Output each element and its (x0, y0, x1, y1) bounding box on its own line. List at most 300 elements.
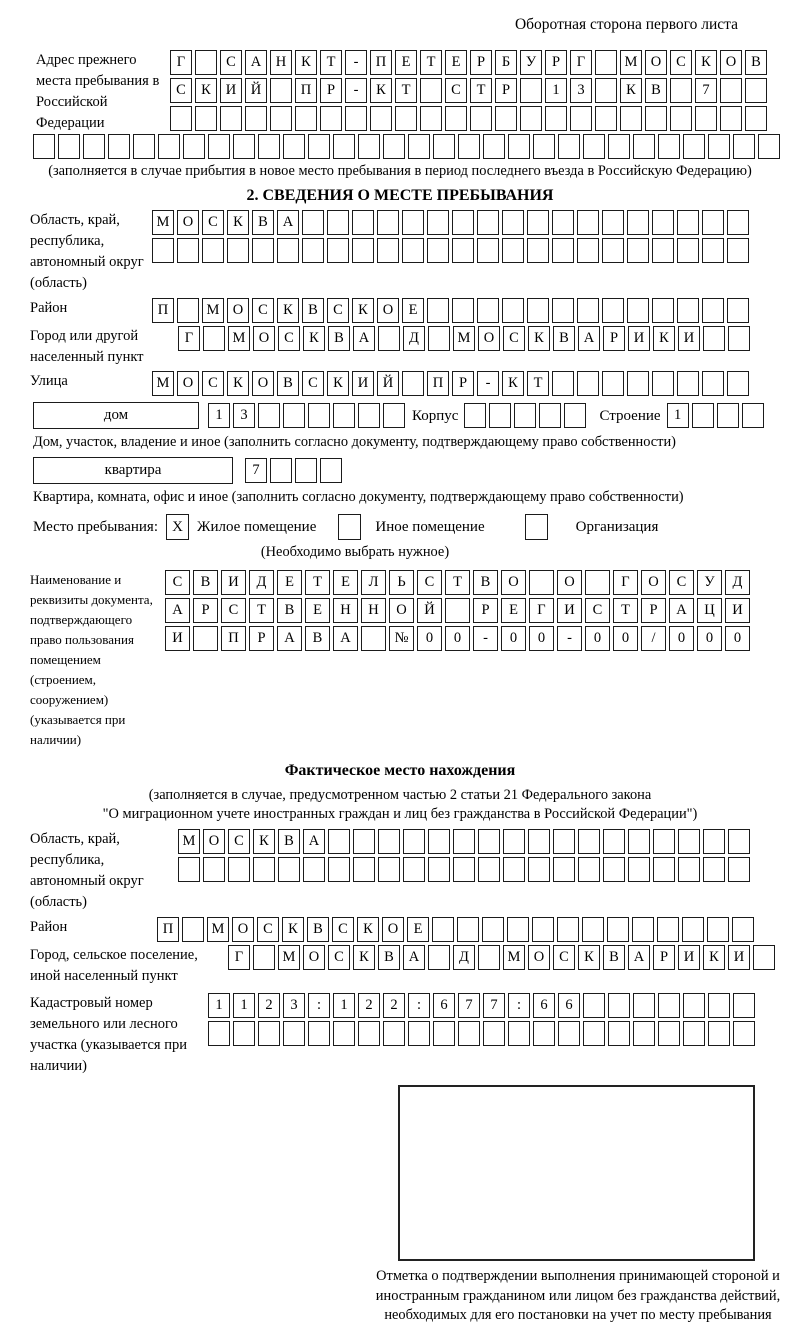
char-box[interactable]: Р (193, 598, 218, 623)
char-box[interactable]: С (202, 210, 224, 235)
char-box[interactable]: Т (527, 371, 549, 396)
char-box[interactable] (353, 857, 375, 882)
char-box[interactable]: К (253, 829, 275, 854)
char-box[interactable] (203, 326, 225, 351)
char-box[interactable] (152, 238, 174, 263)
char-box[interactable]: В (553, 326, 575, 351)
char-box[interactable]: 2 (358, 993, 380, 1018)
char-box[interactable] (508, 134, 530, 159)
char-box[interactable]: В (193, 570, 218, 595)
char-box[interactable]: С (257, 917, 279, 942)
char-box[interactable] (602, 210, 624, 235)
char-box[interactable]: В (277, 598, 302, 623)
char-box[interactable] (482, 917, 504, 942)
char-box[interactable] (633, 1021, 655, 1046)
char-box[interactable] (583, 993, 605, 1018)
char-box[interactable]: Г (613, 570, 638, 595)
char-box[interactable] (195, 50, 217, 75)
char-box[interactable] (577, 210, 599, 235)
char-box[interactable] (383, 134, 405, 159)
char-box[interactable]: Е (277, 570, 302, 595)
char-box[interactable] (678, 829, 700, 854)
char-box[interactable]: М (178, 829, 200, 854)
char-box[interactable] (628, 829, 650, 854)
char-box[interactable]: Е (395, 50, 417, 75)
char-box[interactable]: О (478, 326, 500, 351)
char-box[interactable]: К (357, 917, 379, 942)
char-box[interactable] (452, 238, 474, 263)
char-box[interactable] (270, 78, 292, 103)
char-box[interactable] (652, 371, 674, 396)
char-box[interactable] (433, 134, 455, 159)
char-box[interactable] (620, 106, 642, 131)
char-box[interactable] (233, 134, 255, 159)
char-box[interactable] (308, 403, 330, 428)
char-box[interactable] (608, 134, 630, 159)
char-box[interactable] (358, 134, 380, 159)
char-box[interactable]: Д (249, 570, 274, 595)
char-box[interactable] (683, 134, 705, 159)
char-box[interactable] (702, 238, 724, 263)
char-box[interactable] (603, 857, 625, 882)
char-box[interactable] (570, 106, 592, 131)
char-box[interactable] (585, 570, 610, 595)
char-box[interactable]: 0 (669, 626, 694, 651)
char-box[interactable] (353, 829, 375, 854)
char-box[interactable] (402, 210, 424, 235)
char-box[interactable] (583, 134, 605, 159)
char-box[interactable]: Т (470, 78, 492, 103)
char-box[interactable]: П (295, 78, 317, 103)
char-box[interactable] (707, 917, 729, 942)
char-box[interactable]: Н (333, 598, 358, 623)
char-box[interactable]: И (728, 945, 750, 970)
char-box[interactable] (657, 917, 679, 942)
char-box[interactable] (133, 134, 155, 159)
char-box[interactable]: К (353, 945, 375, 970)
char-box[interactable] (358, 403, 380, 428)
char-box[interactable] (677, 371, 699, 396)
char-box[interactable] (627, 210, 649, 235)
char-box[interactable] (670, 78, 692, 103)
char-box[interactable] (603, 829, 625, 854)
char-box[interactable] (458, 1021, 480, 1046)
char-box[interactable]: В (473, 570, 498, 595)
char-box[interactable]: С (228, 829, 250, 854)
char-box[interactable]: 7 (695, 78, 717, 103)
char-box[interactable]: О (720, 50, 742, 75)
char-box[interactable]: В (328, 326, 350, 351)
char-box[interactable]: К (653, 326, 675, 351)
char-box[interactable]: О (203, 829, 225, 854)
char-box[interactable] (602, 371, 624, 396)
char-box[interactable]: К (277, 298, 299, 323)
char-box[interactable]: О (641, 570, 666, 595)
char-box[interactable]: И (221, 570, 246, 595)
char-box[interactable] (182, 917, 204, 942)
char-box[interactable] (428, 829, 450, 854)
char-box[interactable]: М (278, 945, 300, 970)
char-box[interactable] (33, 134, 55, 159)
char-box[interactable] (478, 829, 500, 854)
char-box[interactable]: : (508, 993, 530, 1018)
char-box[interactable]: Е (305, 598, 330, 623)
char-box[interactable]: С (670, 50, 692, 75)
char-box[interactable] (582, 917, 604, 942)
char-box[interactable]: С (585, 598, 610, 623)
char-box[interactable]: И (220, 78, 242, 103)
char-box[interactable]: К (703, 945, 725, 970)
char-box[interactable] (527, 298, 549, 323)
char-box[interactable] (653, 829, 675, 854)
char-box[interactable] (445, 598, 470, 623)
char-box[interactable] (270, 458, 292, 483)
char-box[interactable] (627, 298, 649, 323)
char-box[interactable] (652, 238, 674, 263)
char-box[interactable]: 0 (445, 626, 470, 651)
char-box[interactable] (452, 210, 474, 235)
char-box[interactable]: В (603, 945, 625, 970)
char-box[interactable] (602, 238, 624, 263)
char-box[interactable]: Н (270, 50, 292, 75)
char-box[interactable] (695, 106, 717, 131)
char-box[interactable] (158, 134, 180, 159)
char-box[interactable]: 7 (458, 993, 480, 1018)
char-box[interactable]: Д (403, 326, 425, 351)
char-box[interactable] (507, 917, 529, 942)
char-box[interactable] (527, 210, 549, 235)
char-box[interactable]: О (253, 326, 275, 351)
char-box[interactable] (358, 1021, 380, 1046)
char-box[interactable] (670, 106, 692, 131)
char-box[interactable] (283, 134, 305, 159)
char-box[interactable]: Й (417, 598, 442, 623)
char-box[interactable] (402, 371, 424, 396)
char-box[interactable] (378, 857, 400, 882)
char-box[interactable] (383, 403, 405, 428)
char-box[interactable]: В (302, 298, 324, 323)
char-box[interactable] (302, 238, 324, 263)
char-box[interactable]: 0 (613, 626, 638, 651)
char-box[interactable] (295, 458, 317, 483)
char-box[interactable]: И (628, 326, 650, 351)
char-box[interactable]: Р (452, 371, 474, 396)
char-box[interactable] (464, 403, 486, 428)
char-box[interactable] (552, 298, 574, 323)
char-box[interactable] (552, 371, 574, 396)
char-box[interactable]: С (302, 371, 324, 396)
char-box[interactable]: И (557, 598, 582, 623)
char-box[interactable]: В (305, 626, 330, 651)
organization-checkbox[interactable] (525, 514, 548, 540)
char-box[interactable] (403, 857, 425, 882)
char-box[interactable] (678, 857, 700, 882)
char-box[interactable] (178, 857, 200, 882)
char-box[interactable] (728, 829, 750, 854)
char-box[interactable]: В (277, 371, 299, 396)
char-box[interactable] (345, 106, 367, 131)
char-box[interactable] (252, 238, 274, 263)
char-box[interactable]: В (378, 945, 400, 970)
char-box[interactable] (477, 210, 499, 235)
char-box[interactable] (545, 106, 567, 131)
char-box[interactable] (727, 238, 749, 263)
char-box[interactable]: К (352, 298, 374, 323)
char-box[interactable]: К (502, 371, 524, 396)
char-box[interactable] (208, 1021, 230, 1046)
char-box[interactable]: К (195, 78, 217, 103)
char-box[interactable] (193, 626, 218, 651)
char-box[interactable] (378, 829, 400, 854)
char-box[interactable]: В (645, 78, 667, 103)
char-box[interactable] (628, 857, 650, 882)
char-box[interactable] (733, 993, 755, 1018)
char-box[interactable]: У (697, 570, 722, 595)
char-box[interactable] (458, 134, 480, 159)
char-box[interactable] (708, 134, 730, 159)
char-box[interactable] (483, 134, 505, 159)
char-box[interactable] (608, 993, 630, 1018)
char-box[interactable]: Р (653, 945, 675, 970)
char-box[interactable]: А (333, 626, 358, 651)
char-box[interactable] (578, 829, 600, 854)
char-box[interactable] (533, 134, 555, 159)
char-box[interactable]: Г (228, 945, 250, 970)
char-box[interactable] (233, 1021, 255, 1046)
char-box[interactable]: Е (501, 598, 526, 623)
char-box[interactable]: С (252, 298, 274, 323)
char-box[interactable] (195, 106, 217, 131)
char-box[interactable]: 7 (483, 993, 505, 1018)
char-box[interactable] (527, 238, 549, 263)
char-box[interactable] (370, 106, 392, 131)
char-box[interactable] (433, 1021, 455, 1046)
char-box[interactable]: Г (170, 50, 192, 75)
char-box[interactable] (528, 857, 550, 882)
char-box[interactable] (607, 917, 629, 942)
char-box[interactable] (408, 134, 430, 159)
char-box[interactable]: А (165, 598, 190, 623)
char-box[interactable]: М (202, 298, 224, 323)
char-box[interactable] (703, 326, 725, 351)
char-box[interactable]: А (303, 829, 325, 854)
char-box[interactable]: Т (420, 50, 442, 75)
char-box[interactable] (529, 570, 554, 595)
char-box[interactable]: И (678, 945, 700, 970)
char-box[interactable] (658, 134, 680, 159)
char-box[interactable]: 0 (697, 626, 722, 651)
char-box[interactable] (258, 403, 280, 428)
char-box[interactable] (564, 403, 586, 428)
char-box[interactable] (553, 829, 575, 854)
char-box[interactable] (552, 210, 574, 235)
char-box[interactable] (727, 210, 749, 235)
char-box[interactable]: А (628, 945, 650, 970)
char-box[interactable]: Р (495, 78, 517, 103)
char-box[interactable] (520, 78, 542, 103)
char-box[interactable] (733, 1021, 755, 1046)
char-box[interactable] (503, 829, 525, 854)
char-box[interactable]: Д (725, 570, 750, 595)
char-box[interactable]: Е (333, 570, 358, 595)
char-box[interactable] (253, 857, 275, 882)
char-box[interactable]: А (403, 945, 425, 970)
char-box[interactable] (708, 1021, 730, 1046)
char-box[interactable] (420, 78, 442, 103)
char-box[interactable]: 7 (245, 458, 267, 483)
char-box[interactable]: С (332, 917, 354, 942)
char-box[interactable] (652, 210, 674, 235)
char-box[interactable] (302, 210, 324, 235)
char-box[interactable] (170, 106, 192, 131)
char-box[interactable]: А (245, 50, 267, 75)
char-box[interactable]: Т (395, 78, 417, 103)
char-box[interactable] (403, 829, 425, 854)
char-box[interactable]: Р (545, 50, 567, 75)
char-box[interactable]: С (445, 78, 467, 103)
char-box[interactable]: 1 (208, 993, 230, 1018)
char-box[interactable]: Р (473, 598, 498, 623)
char-box[interactable] (702, 298, 724, 323)
char-box[interactable] (427, 298, 449, 323)
residential-checkbox[interactable]: X (166, 514, 189, 540)
char-box[interactable]: И (352, 371, 374, 396)
char-box[interactable] (308, 1021, 330, 1046)
char-box[interactable] (270, 106, 292, 131)
char-box[interactable] (452, 298, 474, 323)
char-box[interactable]: С (328, 945, 350, 970)
house-field-box[interactable]: дом (33, 402, 199, 429)
char-box[interactable]: 6 (433, 993, 455, 1018)
char-box[interactable] (577, 238, 599, 263)
char-box[interactable] (528, 829, 550, 854)
char-box[interactable] (728, 857, 750, 882)
char-box[interactable]: Т (445, 570, 470, 595)
char-box[interactable] (758, 134, 780, 159)
char-box[interactable] (277, 238, 299, 263)
char-box[interactable]: П (221, 626, 246, 651)
char-box[interactable] (177, 298, 199, 323)
char-box[interactable] (745, 106, 767, 131)
char-box[interactable]: О (645, 50, 667, 75)
char-box[interactable]: В (252, 210, 274, 235)
char-box[interactable] (402, 238, 424, 263)
char-box[interactable] (708, 993, 730, 1018)
char-box[interactable] (378, 326, 400, 351)
char-box[interactable]: С (503, 326, 525, 351)
char-box[interactable]: М (152, 210, 174, 235)
char-box[interactable] (508, 1021, 530, 1046)
char-box[interactable] (608, 1021, 630, 1046)
char-box[interactable] (703, 857, 725, 882)
char-box[interactable] (558, 1021, 580, 1046)
char-box[interactable] (377, 210, 399, 235)
char-box[interactable] (495, 106, 517, 131)
char-box[interactable]: Г (529, 598, 554, 623)
char-box[interactable] (703, 829, 725, 854)
char-box[interactable]: О (303, 945, 325, 970)
char-box[interactable] (220, 106, 242, 131)
char-box[interactable] (453, 829, 475, 854)
char-box[interactable]: 3 (570, 78, 592, 103)
char-box[interactable] (702, 210, 724, 235)
char-box[interactable] (645, 106, 667, 131)
char-box[interactable]: 1 (208, 403, 230, 428)
char-box[interactable]: 2 (383, 993, 405, 1018)
char-box[interactable] (702, 371, 724, 396)
char-box[interactable]: Т (320, 50, 342, 75)
char-box[interactable]: Ь (389, 570, 414, 595)
char-box[interactable] (228, 857, 250, 882)
char-box[interactable] (361, 626, 386, 651)
char-box[interactable]: А (353, 326, 375, 351)
char-box[interactable] (658, 1021, 680, 1046)
char-box[interactable]: И (678, 326, 700, 351)
char-box[interactable] (732, 917, 754, 942)
char-box[interactable]: 2 (258, 993, 280, 1018)
char-box[interactable] (308, 134, 330, 159)
char-box[interactable] (553, 857, 575, 882)
char-box[interactable] (183, 134, 205, 159)
char-box[interactable]: К (370, 78, 392, 103)
char-box[interactable]: П (370, 50, 392, 75)
char-box[interactable] (427, 210, 449, 235)
char-box[interactable]: О (389, 598, 414, 623)
char-box[interactable]: М (503, 945, 525, 970)
char-box[interactable]: Л (361, 570, 386, 595)
char-box[interactable] (717, 403, 739, 428)
char-box[interactable] (742, 403, 764, 428)
char-box[interactable]: А (578, 326, 600, 351)
char-box[interactable] (682, 917, 704, 942)
char-box[interactable] (595, 50, 617, 75)
char-box[interactable]: М (228, 326, 250, 351)
char-box[interactable]: О (557, 570, 582, 595)
char-box[interactable]: Е (407, 917, 429, 942)
char-box[interactable]: П (157, 917, 179, 942)
char-box[interactable] (328, 829, 350, 854)
char-box[interactable] (727, 298, 749, 323)
char-box[interactable] (577, 298, 599, 323)
char-box[interactable]: - (557, 626, 582, 651)
char-box[interactable]: С (553, 945, 575, 970)
char-box[interactable]: 0 (585, 626, 610, 651)
char-box[interactable]: О (177, 371, 199, 396)
char-box[interactable] (83, 134, 105, 159)
char-box[interactable]: К (528, 326, 550, 351)
char-box[interactable]: С (278, 326, 300, 351)
char-box[interactable] (320, 106, 342, 131)
char-box[interactable] (753, 945, 775, 970)
char-box[interactable] (420, 106, 442, 131)
char-box[interactable]: И (725, 598, 750, 623)
char-box[interactable] (533, 1021, 555, 1046)
char-box[interactable] (502, 298, 524, 323)
char-box[interactable]: Й (377, 371, 399, 396)
char-box[interactable]: С (669, 570, 694, 595)
char-box[interactable] (627, 371, 649, 396)
char-box[interactable]: К (303, 326, 325, 351)
char-box[interactable] (377, 238, 399, 263)
char-box[interactable] (258, 134, 280, 159)
char-box[interactable] (327, 210, 349, 235)
char-box[interactable] (658, 993, 680, 1018)
char-box[interactable]: Г (178, 326, 200, 351)
char-box[interactable]: Б (495, 50, 517, 75)
char-box[interactable] (333, 403, 355, 428)
char-box[interactable] (383, 1021, 405, 1046)
char-box[interactable]: М (453, 326, 475, 351)
